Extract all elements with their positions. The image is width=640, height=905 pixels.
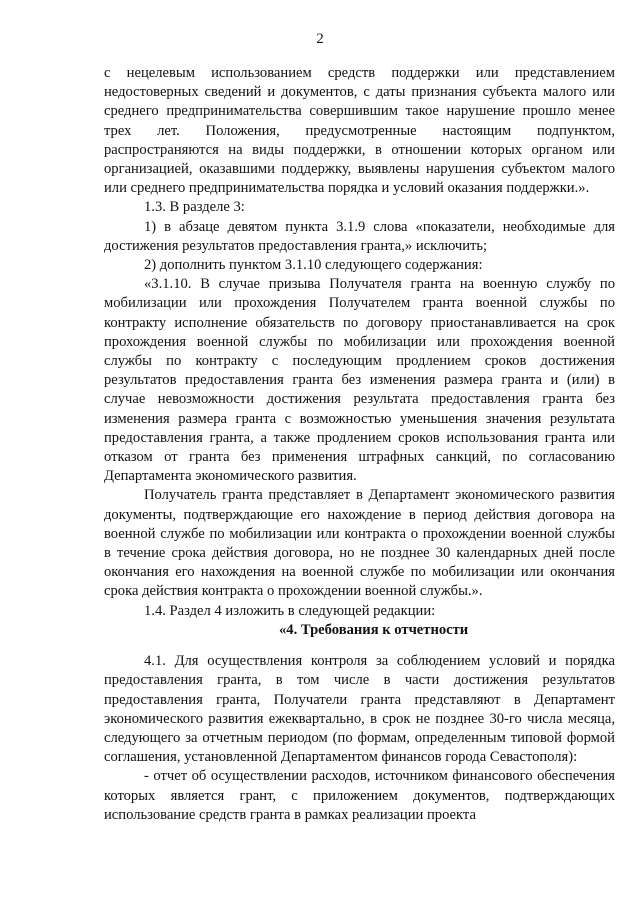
paragraph-clause-3-1-10: «3.1.10. В случае призыва Получателя гранта на военную службу по мобилизации или прохождения Получателем гранта военной службы по контракту исполнение обязательств по договору приостанавливается на срок прохождения военной службы по мобилизации или прохождения военной службы по контракту с последующим продлением сроков достижения результатов предоставления гранта без изменения размера гранта и (или) в случае невозможности достижения результата предоставления гранта без изменения размера гранта с возможностью уменьшения значения результата предоставления гранта, а также продлением сроков использования гранта или отказом от гранта без применения штрафных санкций, по согласованию Департамента экономического развития. [104, 276, 615, 485]
paragraph-item-1: 1) в абзаце девятом пункта 3.1.9 слова «показатели, необходимые для достижения результатов предоставления гранта,» исключить; [104, 218, 615, 254]
paragraph-section-1-4: 1.4. Раздел 4 изложить в следующей редакции: [144, 602, 436, 619]
paragraph-item-2: 2) дополнить пунктом 3.1.10 следующего содержания: [144, 257, 483, 274]
paragraph-section-1-3: 1.3. В разделе 3: [144, 199, 245, 216]
paragraph-grant-recipient: Получатель гранта представляет в Департамент экономического развития документы, подтверждающие его нахождение в период действия договора на военной службе по мобилизации или контракта о прохождении военной службы в течение срока действия договора, но не позднее 30 календарных дней после окончания его нахождения на военной службе по мобилизации или окончания срока действия контракта о прохождении военной службы.». [104, 487, 615, 600]
paragraph-continuation: с нецелевым использованием средств поддержки или представлением недостоверных сведений и документов, с даты признания субъекта малого или среднего предпринимательства совершившим такое нарушение прошло менее трех лет. Положения, предусмотренные настоящим подпунктом, распространяются на виды поддержки, в отношении которых органом или организацией, оказавшими поддержку, выявлены нарушения субъектом малого или среднего предпринимательства порядка и условий оказания поддержки.». [104, 65, 615, 197]
document-body [104, 64, 615, 825]
paragraph-clause-4-1: 4.1. Для осуществления контроля за соблюдением условий и порядка предоставления гранта, в том числе в части достижения результатов предоставления гранта, Получатели гранта представляют в Департамент экономического развития ежеквартально, в срок не позднее 30-го числа месяца, следующего за отчетным периодом (по формам, определенным типовой формой соглашения, установленной Департаментом финансов города Севастополя): [104, 653, 615, 766]
section-heading: «4. Требования к отчетности [279, 621, 469, 638]
page-number: 2 [316, 31, 324, 47]
paragraph-report-item: - отчет об осуществлении расходов, источником финансового обеспечения которых является грант, с приложением документов, подтверждающих использование средств гранта в рамках реализации проекта [104, 768, 615, 823]
